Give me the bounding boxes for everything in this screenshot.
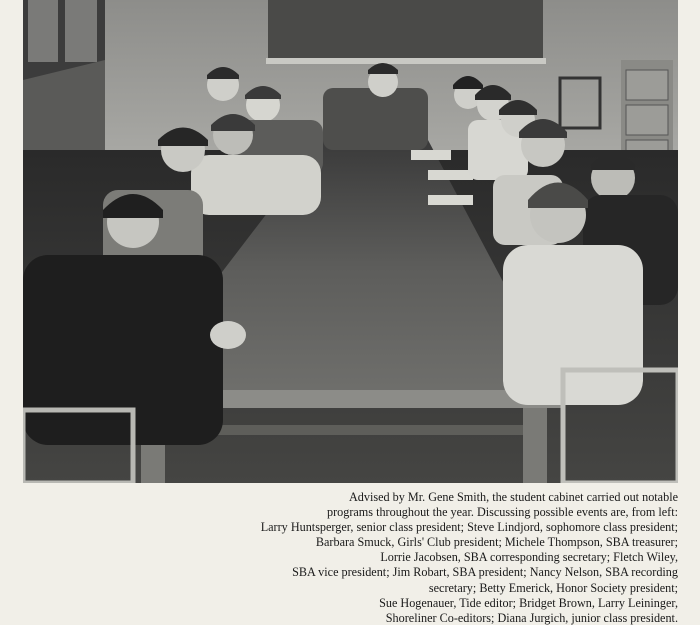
caption-line: Shoreliner Co-editors; Diana Jurgich, junior class president. [385,610,678,625]
caption-line: SBA vice president; Jim Robart, SBA president; Nancy Nelson, SBA recording [292,565,678,580]
caption-line: Barbara Smuck, Girls' Club president; Michele Thompson, SBA treasurer; [315,535,678,550]
photo-illustration [23,0,678,483]
person-head-of-table [323,88,428,150]
caption-line: secretary; Betty Emerick, Honor Society president; [428,580,678,595]
chalkboard [268,0,543,58]
photo-caption [150,490,678,625]
caption-line: Advised by Mr. Gene Smith, the student cabinet carried out notable [349,490,678,504]
caption-line: Sue Hogenauer, Tide editor; Bridget Brown, Larry Leininger, [379,595,678,610]
caption-line: Lorrie Jacobsen, SBA corresponding secretary; Fletch Wiley, [380,550,678,565]
caption-line: Larry Huntsperger, senior class president; Steve Lindjord, sophomore class president; [260,520,678,535]
student-cabinet-photo [23,0,678,483]
caption-line: programs throughout the year. Discussing possible events are, from left: [327,505,678,520]
